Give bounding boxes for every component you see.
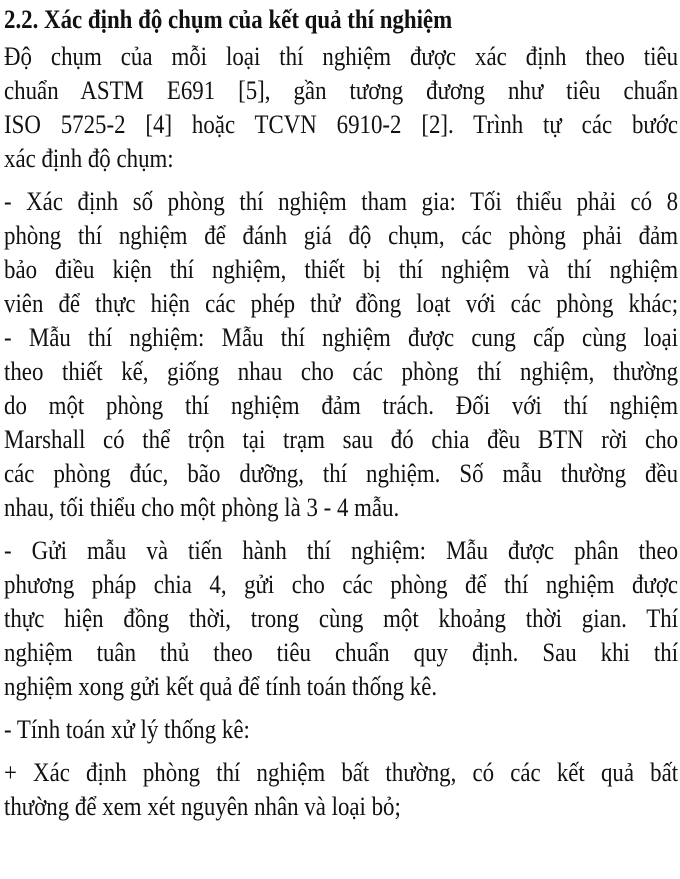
section-heading: 2.2. Xác định độ chụm của kết quả thí nghiệm <box>4 5 453 34</box>
text-line: theo thiết kế, giống nhau cho các phòng thí nghiệm, thường <box>4 357 679 386</box>
text-line: + Xác định phòng thí nghiệm bất thường, có các kết quả bất <box>4 758 679 787</box>
text-line: viên để thực hiện các phép thử đồng loạt với các phòng khác; <box>4 289 679 318</box>
text-line: Marshall có thể trộn tại trạm sau đó chia đều BTN rời cho <box>4 425 679 454</box>
text-line: bảo điều kiện thí nghiệm, thiết bị thí nghiệm và thí nghiệm <box>4 255 679 284</box>
paragraph-intro <box>4 40 678 176</box>
text-line: phương pháp chia 4, gửi cho các phòng để thí nghiệm được <box>4 570 679 599</box>
text-line: nghiệm xong gửi kết quả để tính toán thống kê. <box>4 672 438 701</box>
text-line: thực hiện đồng thời, trong cùng một khoảng thời gian. Thí <box>4 604 679 633</box>
paragraph-outlier-labs <box>4 756 678 824</box>
text-line: - Xác định số phòng thí nghiệm tham gia: Tối thiểu phải có 8 <box>4 187 679 216</box>
text-line: chuẩn ASTM E691 [5], gần tương đương như tiêu chuẩn <box>4 76 679 105</box>
text-line: nhau, tối thiểu cho một phòng là 3 - 4 mẫu. <box>4 493 400 522</box>
text-line: các phòng đúc, bão dưỡng, thí nghiệm. Số mẫu thường đều <box>4 459 679 488</box>
text-line: - Mẫu thí nghiệm: Mẫu thí nghiệm được cung cấp cùng loại <box>4 323 679 352</box>
text-line: thường để xem xét nguyên nhân và loại bỏ; <box>4 792 401 821</box>
text-line: xác định độ chụm: <box>4 144 174 173</box>
paragraph-labs-and-samples <box>4 185 678 525</box>
text-line: - Gửi mẫu và tiến hành thí nghiệm: Mẫu được phân theo <box>4 536 679 565</box>
document-page <box>4 0 678 833</box>
paragraph-sending-samples <box>4 534 678 704</box>
text-line: do một phòng thí nghiệm đảm trách. Đối với thí nghiệm <box>4 391 679 420</box>
text-line: phòng thí nghiệm để đánh giá độ chụm, các phòng phải đảm <box>4 221 679 250</box>
text-line: ISO 5725-2 [4] hoặc TCVN 6910-2 [2]. Trình tự các bước <box>4 110 679 139</box>
text-line: - Tính toán xử lý thống kê: <box>4 715 250 744</box>
text-line: nghiệm tuân thủ theo tiêu chuẩn quy định. Sau khi thí <box>4 638 679 667</box>
text-line: Độ chụm của mỗi loại thí nghiệm được xác định theo tiêu <box>4 42 679 71</box>
paragraph-statistics <box>4 713 678 747</box>
